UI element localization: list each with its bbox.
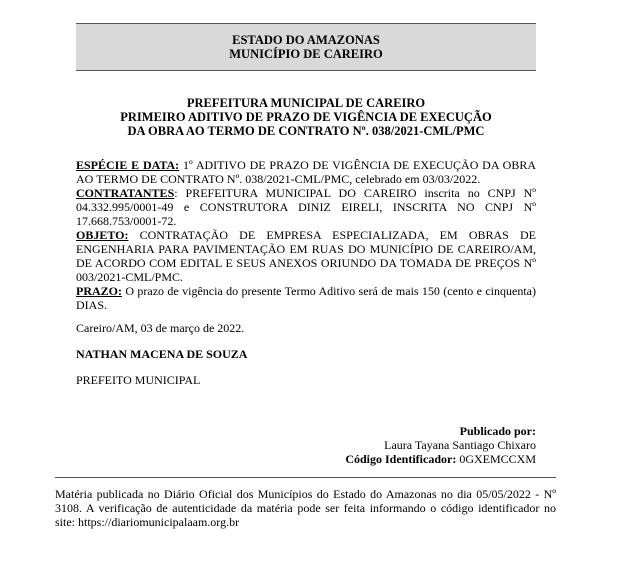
code-label: Código Identificador: [345, 452, 457, 466]
code-value: 0GXEMCCXM [459, 452, 536, 466]
footer-note: Matéria publicada no Diário Oficial dos Municípios do Estado do Amazonas no dia 05/05/2022 - Nº 3108. A verificação de autenticidade da matéria pode ser feita informando o código identificador no site: https://diariomunicipalaam.org.br [55, 487, 556, 529]
publication-info [76, 424, 536, 466]
published-by-name: Laura Tayana Santiago Chixaro [384, 438, 536, 452]
title-line-2: PRIMEIRO ADITIVO DE PRAZO DE VIGÊNCIA DE EXECUÇÃO [120, 110, 492, 124]
published-by-label: Publicado por: [459, 424, 536, 438]
signer-role: PREFEITO MUNICIPAL [76, 373, 201, 387]
objeto-label: OBJETO: [76, 228, 129, 242]
objeto-paragraph [76, 228, 536, 284]
state-name: ESTADO DO AMAZONAS [232, 33, 380, 47]
contratantes-label: CONTRATANTES [76, 186, 175, 200]
footer-divider [55, 477, 556, 478]
especie-paragraph [76, 158, 536, 186]
especie-text: 1º ADITIVO DE PRAZO DE VIGÊNCIA DE EXECUÇÃO DA OBRA AO TERMO DE CONTRATO Nº. 038/2021-CML/PMC, celebrado em 03/03/2022. [76, 158, 536, 186]
state-header-box [76, 23, 536, 71]
place-date: Careiro/AM, 03 de março de 2022. [76, 321, 245, 335]
title-line-3: DA OBRA AO TERMO DE CONTRATO Nº. 038/2021-CML/PMC [127, 124, 485, 138]
signer-name: NATHAN MACENA DE SOUZA [76, 347, 248, 361]
contratantes-text: : PREFEITURA MUNICIPAL DO CAREIRO inscrita no CNPJ Nº 04.332.995/0001-49 e CONSTRUTORA DINIZ EIRELI, INSCRITA NO CNPJ Nº 17.668.753/0001-72. [76, 186, 536, 228]
document-body [76, 158, 536, 387]
title-line-1: PREFEITURA MUNICIPAL DE CAREIRO [186, 96, 426, 110]
objeto-text: CONTRATAÇÃO DE EMPRESA ESPECIALIZADA, EM OBRAS DE ENGENHARIA PARA PAVIMENTAÇÃO EM RUAS DO MUNICÍPIO DE CAREIRO/AM, DE ACORDO COM EDITAL E SEUS ANEXOS ORIUNDO DA TOMADA DE PREÇOS Nº 003/2021-CML/PMC. [76, 228, 536, 284]
municipality-name: MUNICÍPIO DE CAREIRO [229, 47, 383, 61]
especie-label: ESPÉCIE E DATA: [76, 158, 180, 172]
prazo-text: O prazo de vigência do presente Termo Aditivo será de mais 150 (cento e cinquenta) DIAS. [76, 284, 536, 312]
document-title [76, 96, 536, 138]
prazo-paragraph [76, 284, 536, 312]
prazo-label: PRAZO: [76, 284, 122, 298]
identifier-code [76, 452, 536, 466]
contratantes-paragraph [76, 186, 536, 228]
